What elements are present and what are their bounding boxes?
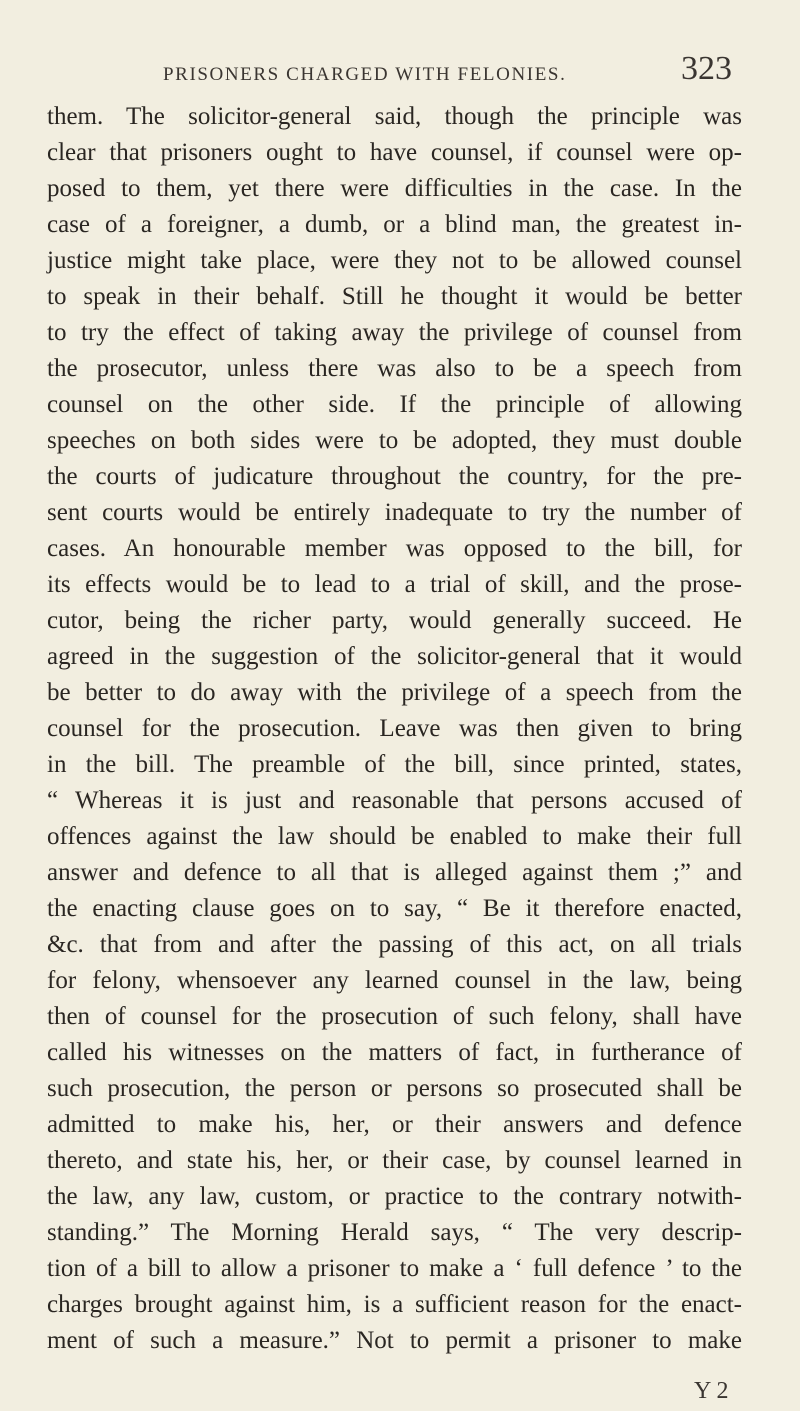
text-line: the law, any law, custom, or practice to the contrary notwith- [47,1183,742,1210]
page-number: 323 [681,50,732,87]
text-line: case of a foreigner, a dumb, or a blind man, the greatest in- [47,211,742,238]
text-line: cases. An honourable member was opposed to the bill, for [47,535,742,562]
text-line: clear that prisoners ought to have counsel, if counsel were op- [47,139,742,166]
text-line: answer and defence to all that is alleged against them ;” and [47,859,742,886]
body-text [47,99,742,1359]
text-line: to try the effect of taking away the privilege of counsel from [47,319,742,346]
text-line: speeches on both sides were to be adopted, they must double [47,427,742,454]
text-line: &c. that from and after the passing of this act, on all trials [47,931,742,958]
text-line: its effects would be to lead to a trial of skill, and the prose- [47,571,742,598]
text-line: charges brought against him, is a sufficient reason for the enact- [47,1291,742,1318]
text-line: to speak in their behalf. Still he thought it would be better [47,283,742,310]
text-line: the courts of judicature throughout the country, for the pre- [47,463,742,490]
text-line: agreed in the suggestion of the solicitor-general that it would [47,643,742,670]
text-line: tion of a bill to allow a prisoner to make a ‘ full defence ’ to the [47,1255,742,1282]
text-line: for felony, whensoever any learned counsel in the law, being [47,967,742,994]
text-line: “ Whereas it is just and reasonable that persons accused of [47,787,742,814]
text-line: thereto, and state his, her, or their case, by counsel learned in [47,1147,742,1174]
text-line: sent courts would be entirely inadequate to try the number of [47,499,742,526]
text-line: counsel on the other side. If the principle of allowing [47,391,742,418]
text-line: called his witnesses on the matters of fact, in furtherance of [47,1039,742,1066]
text-line: be better to do away with the privilege of a speech from the [47,679,742,706]
text-line: counsel for the prosecution. Leave was then given to bring [47,715,742,742]
text-line: justice might take place, were they not to be allowed counsel [47,247,742,274]
text-line: offences against the law should be enabled to make their full [47,823,742,850]
text-line: ment of such a measure.” Not to permit a prisoner to make [47,1327,742,1354]
running-head-title: PRISONERS CHARGED WITH FELONIES. [163,64,567,85]
text-line: such prosecution, the person or persons so prosecuted shall be [47,1075,742,1102]
text-line: then of counsel for the prosecution of such felony, shall have [47,1003,742,1030]
text-line: admitted to make his, her, or their answers and defence [47,1111,742,1138]
text-line: the enacting clause goes on to say, “ Be it therefore enacted, [47,895,742,922]
text-line: cutor, being the richer party, would generally succeed. He [47,607,742,634]
running-head [0,50,800,90]
text-line: the prosecutor, unless there was also to be a speech from [47,355,742,382]
text-line: in the bill. The preamble of the bill, since printed, states, [47,751,742,778]
text-line: standing.” The Morning Herald says, “ The very descrip- [47,1219,742,1246]
text-line: them. The solicitor-general said, though the principle was [47,103,742,130]
text-line: posed to them, yet there were difficulties in the case. In the [47,175,742,202]
signature-mark: Y 2 [694,1378,729,1404]
